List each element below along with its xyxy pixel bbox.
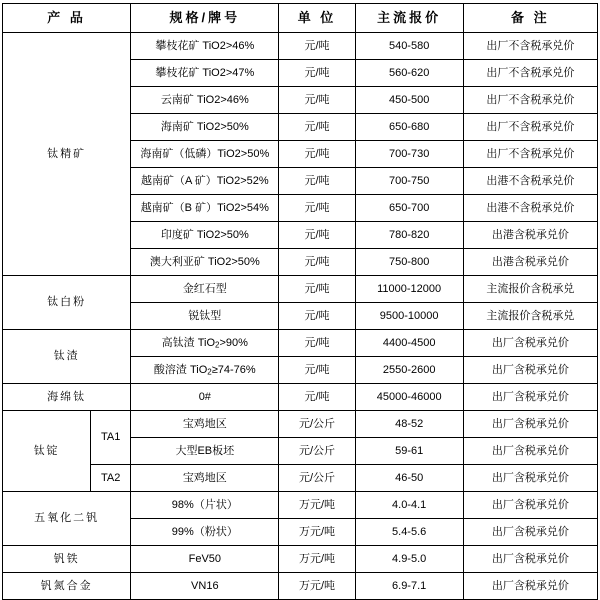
product-category: 五氧化二钒 bbox=[3, 492, 131, 546]
price-cell: 9500-10000 bbox=[355, 303, 463, 330]
product-category: 钛锭 bbox=[3, 411, 91, 492]
spec-name: 越南矿（A 矿）TiO2>52% bbox=[131, 168, 279, 195]
table-header-row bbox=[3, 4, 598, 33]
remark-cell: 主流报价含税承兑 bbox=[463, 303, 597, 330]
spec-name: 宝鸡地区 bbox=[131, 411, 279, 438]
remark-cell: 出港不含税承兑价 bbox=[463, 168, 597, 195]
remark-cell: 出厂不含税承兑价 bbox=[463, 87, 597, 114]
product-category: 钛精矿 bbox=[3, 33, 131, 276]
price-cell: 700-750 bbox=[355, 168, 463, 195]
unit-cell: 元/吨 bbox=[279, 141, 355, 168]
table-header bbox=[3, 4, 598, 33]
product-category: 钛渣 bbox=[3, 330, 131, 384]
spec-name: 高钛渣 TiO2>90% bbox=[131, 330, 279, 357]
product-grade: TA2 bbox=[91, 465, 131, 492]
unit-cell: 万元/吨 bbox=[279, 492, 355, 519]
product-grade: TA1 bbox=[91, 411, 131, 465]
remark-cell: 出厂含税承兑价 bbox=[463, 438, 597, 465]
spec-name: 海南矿（低磷）TiO2>50% bbox=[131, 141, 279, 168]
price-cell: 650-680 bbox=[355, 114, 463, 141]
remark-cell: 出厂不含税承兑价 bbox=[463, 60, 597, 87]
spec-name: 金红石型 bbox=[131, 276, 279, 303]
remark-cell: 出厂含税承兑价 bbox=[463, 384, 597, 411]
price-cell: 46-50 bbox=[355, 465, 463, 492]
price-cell: 650-700 bbox=[355, 195, 463, 222]
remark-cell: 出厂含税承兑价 bbox=[463, 411, 597, 438]
unit-cell: 元/公斤 bbox=[279, 438, 355, 465]
header-price: 主流报价 bbox=[355, 4, 463, 33]
unit-cell: 元/吨 bbox=[279, 249, 355, 276]
spec-name: 海南矿 TiO2>50% bbox=[131, 114, 279, 141]
remark-cell: 出厂含税承兑价 bbox=[463, 546, 597, 573]
spec-name: 越南矿（B 矿）TiO2>54% bbox=[131, 195, 279, 222]
price-cell: 11000-12000 bbox=[355, 276, 463, 303]
unit-cell: 元/吨 bbox=[279, 384, 355, 411]
unit-cell: 万元/吨 bbox=[279, 546, 355, 573]
table-row bbox=[3, 33, 598, 60]
price-cell: 4.9-5.0 bbox=[355, 546, 463, 573]
table-row bbox=[3, 276, 598, 303]
remark-cell: 出厂不含税承兑价 bbox=[463, 141, 597, 168]
remark-cell: 出厂含税承兑价 bbox=[463, 330, 597, 357]
spec-name: 宝鸡地区 bbox=[131, 465, 279, 492]
unit-cell: 元/吨 bbox=[279, 168, 355, 195]
remark-cell: 出港不含税承兑价 bbox=[463, 195, 597, 222]
unit-cell: 万元/吨 bbox=[279, 519, 355, 546]
unit-cell: 元/吨 bbox=[279, 303, 355, 330]
price-cell: 450-500 bbox=[355, 87, 463, 114]
spec-name: 攀枝花矿 TiO2>46% bbox=[131, 33, 279, 60]
price-cell: 750-800 bbox=[355, 249, 463, 276]
unit-cell: 元/吨 bbox=[279, 195, 355, 222]
unit-cell: 元/吨 bbox=[279, 357, 355, 384]
unit-cell: 元/公斤 bbox=[279, 465, 355, 492]
price-cell: 780-820 bbox=[355, 222, 463, 249]
header-product: 产 品 bbox=[3, 4, 131, 33]
table-row bbox=[3, 492, 598, 519]
price-cell: 2550-2600 bbox=[355, 357, 463, 384]
remark-cell: 出厂含税承兑价 bbox=[463, 573, 597, 600]
price-cell: 4.0-4.1 bbox=[355, 492, 463, 519]
remark-cell: 出厂含税承兑价 bbox=[463, 492, 597, 519]
remark-cell: 出港含税承兑价 bbox=[463, 249, 597, 276]
spec-name: 98%（片状） bbox=[131, 492, 279, 519]
remark-cell: 出厂含税承兑价 bbox=[463, 357, 597, 384]
spec-name: 0# bbox=[131, 384, 279, 411]
spec-name: 澳大利亚矿 TiO2>50% bbox=[131, 249, 279, 276]
spec-name: VN16 bbox=[131, 573, 279, 600]
table-row bbox=[3, 546, 598, 573]
price-cell: 560-620 bbox=[355, 60, 463, 87]
unit-cell: 元/公斤 bbox=[279, 411, 355, 438]
unit-cell: 元/吨 bbox=[279, 330, 355, 357]
spec-name: 锐钛型 bbox=[131, 303, 279, 330]
unit-cell: 元/吨 bbox=[279, 33, 355, 60]
spec-name: 印度矿 TiO2>50% bbox=[131, 222, 279, 249]
header-remark: 备 注 bbox=[463, 4, 597, 33]
unit-cell: 万元/吨 bbox=[279, 573, 355, 600]
remark-cell: 出厂不含税承兑价 bbox=[463, 33, 597, 60]
spec-name: 酸溶渣 TiO2≥74-76% bbox=[131, 357, 279, 384]
price-cell: 4400-4500 bbox=[355, 330, 463, 357]
table-body bbox=[3, 33, 598, 600]
price-cell: 5.4-5.6 bbox=[355, 519, 463, 546]
product-category: 钒铁 bbox=[3, 546, 131, 573]
unit-cell: 元/吨 bbox=[279, 222, 355, 249]
unit-cell: 元/吨 bbox=[279, 114, 355, 141]
spec-name: 99%（粉状） bbox=[131, 519, 279, 546]
remark-cell: 出厂含税承兑价 bbox=[463, 465, 597, 492]
table-row bbox=[3, 330, 598, 357]
spec-name: 攀枝花矿 TiO2>47% bbox=[131, 60, 279, 87]
remark-cell: 出厂含税承兑价 bbox=[463, 519, 597, 546]
product-category: 海绵钛 bbox=[3, 384, 131, 411]
price-cell: 48-52 bbox=[355, 411, 463, 438]
unit-cell: 元/吨 bbox=[279, 87, 355, 114]
remark-cell: 出港含税承兑价 bbox=[463, 222, 597, 249]
price-cell: 540-580 bbox=[355, 33, 463, 60]
unit-cell: 元/吨 bbox=[279, 276, 355, 303]
price-cell: 45000-46000 bbox=[355, 384, 463, 411]
spec-name: 云南矿 TiO2>46% bbox=[131, 87, 279, 114]
product-category: 钛白粉 bbox=[3, 276, 131, 330]
table-row bbox=[3, 411, 598, 438]
table-row bbox=[3, 465, 598, 492]
header-unit: 单 位 bbox=[279, 4, 355, 33]
unit-cell: 元/吨 bbox=[279, 60, 355, 87]
price-cell: 700-730 bbox=[355, 141, 463, 168]
remark-cell: 主流报价含税承兑 bbox=[463, 276, 597, 303]
price-cell: 6.9-7.1 bbox=[355, 573, 463, 600]
spec-name: 大型EB板坯 bbox=[131, 438, 279, 465]
product-category: 钒氮合金 bbox=[3, 573, 131, 600]
price-cell: 59-61 bbox=[355, 438, 463, 465]
table-row bbox=[3, 573, 598, 600]
table-row bbox=[3, 384, 598, 411]
remark-cell: 出厂不含税承兑价 bbox=[463, 114, 597, 141]
price-table bbox=[2, 3, 598, 600]
header-spec: 规格/牌号 bbox=[131, 4, 279, 33]
spec-name: FeV50 bbox=[131, 546, 279, 573]
